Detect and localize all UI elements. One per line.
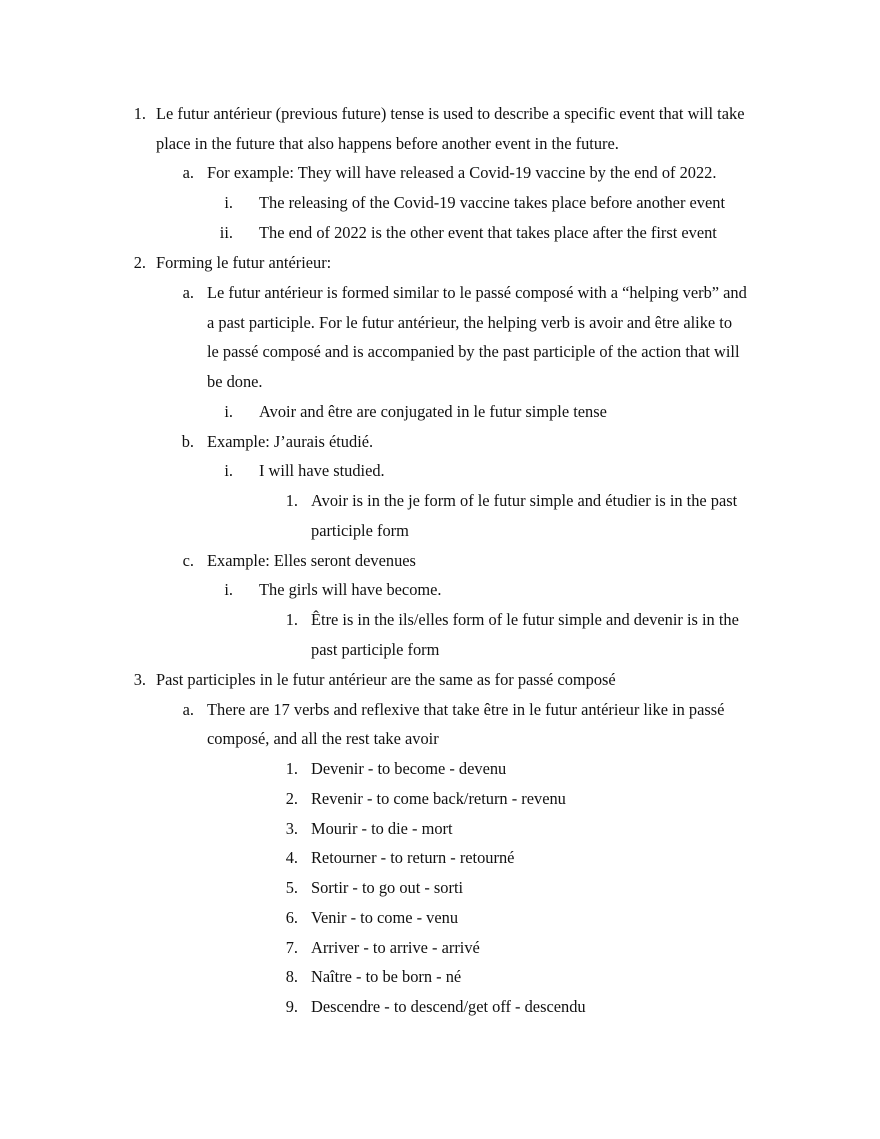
list-text: le passé composé and is accompanied by the past participle of the action that will <box>207 342 740 361</box>
list-text: Avoir and être are conjugated in le futur simple tense <box>259 402 607 421</box>
list-text: Descendre - to descend/get off - descendu <box>311 997 586 1016</box>
list-text: Revenir - to come back/return - revenu <box>311 789 566 808</box>
list-text: Naître - to be born - né <box>311 967 462 986</box>
list-text: Devenir - to become - devenu <box>311 759 507 778</box>
verb-list-item <box>0 933 880 963</box>
verb-list-item <box>0 754 880 784</box>
outline-item-2 <box>0 248 880 278</box>
list-text: Retourner - to return - retourné <box>311 848 515 867</box>
list-text: Forming le futur antérieur: <box>156 253 332 272</box>
list-text: Example: J’aurais étudié. <box>207 432 374 451</box>
list-marker: 9. <box>285 997 298 1016</box>
list-text: Sortir - to go out - sorti <box>311 878 464 897</box>
list-marker: i. <box>224 193 233 212</box>
list-text: Mourir - to die - mort <box>311 819 453 838</box>
list-text: a past participle. For le futur antérieur, the helping verb is avoir and être alike to <box>207 313 733 332</box>
verb-list-item <box>0 873 880 903</box>
list-text: Le futur antérieur (previous future) tense is used to describe a specific event that will take <box>156 104 745 123</box>
outline-item-2b <box>0 427 880 457</box>
list-marker: a. <box>182 283 194 302</box>
outline-item-2a <box>0 278 880 308</box>
outline-item-1a <box>0 158 880 188</box>
list-marker: i. <box>224 580 233 599</box>
list-text: Arriver - to arrive - arrivé <box>311 938 480 957</box>
outline-item-2b-i <box>0 456 880 486</box>
outline-item-2b-i-1 <box>0 486 880 516</box>
list-text: I will have studied. <box>259 461 385 480</box>
outline-item-2c-i-1 <box>0 605 880 635</box>
list-marker: a. <box>182 163 194 182</box>
outline-item-2a-continuation <box>0 337 880 367</box>
outline-item-2c <box>0 546 880 576</box>
outline-item-2a-continuation <box>0 367 880 397</box>
list-text: Past participles in le futur antérieur are the same as for passé composé <box>156 670 616 689</box>
list-text: be done. <box>207 372 263 391</box>
list-text: participle form <box>311 521 409 540</box>
list-text: Le futur antérieur is formed similar to le passé composé with a “helping verb” and <box>207 283 747 302</box>
list-marker: 1. <box>285 759 298 778</box>
list-marker: c. <box>182 551 194 570</box>
list-marker: a. <box>182 700 194 719</box>
outline-item-2b-i-1-continuation <box>0 516 880 546</box>
verb-list-item <box>0 962 880 992</box>
list-text: place in the future that also happens before another event in the future. <box>156 134 619 153</box>
list-marker: 2. <box>285 789 298 808</box>
list-text: past participle form <box>311 640 440 659</box>
outline-item-1-continuation <box>0 129 880 159</box>
list-marker: ii. <box>219 223 233 242</box>
outline-item-2c-i-1-continuation <box>0 635 880 665</box>
outline-item-1a-i <box>0 188 880 218</box>
list-text: Avoir is in the je form of le futur simple and étudier is in the past <box>311 491 738 510</box>
outline-item-1a-ii <box>0 218 880 248</box>
list-marker: b. <box>181 432 194 451</box>
verb-list-item <box>0 814 880 844</box>
list-marker: 5. <box>285 878 298 897</box>
list-marker: i. <box>224 402 233 421</box>
outline-item-1 <box>0 99 880 129</box>
outline-item-3a <box>0 695 880 725</box>
list-text: The end of 2022 is the other event that takes place after the first event <box>259 223 717 242</box>
outline-item-2c-i <box>0 575 880 605</box>
list-text: Example: Elles seront devenues <box>207 551 416 570</box>
verb-list-item <box>0 903 880 933</box>
outline-item-3a-continuation <box>0 724 880 754</box>
list-marker: 3. <box>285 819 298 838</box>
list-text: For example: They will have released a Covid-19 vaccine by the end of 2022. <box>207 163 717 182</box>
list-marker: 1. <box>285 610 298 629</box>
list-marker: 3. <box>133 670 146 689</box>
verb-list-item <box>0 784 880 814</box>
verb-list-item <box>0 992 880 1022</box>
outline-item-2a-continuation <box>0 308 880 338</box>
list-text: composé, and all the rest take avoir <box>207 729 439 748</box>
list-text: The girls will have become. <box>259 580 442 599</box>
outline-item-2a-i <box>0 397 880 427</box>
list-text: The releasing of the Covid-19 vaccine takes place before another event <box>259 193 726 212</box>
list-text: Être is in the ils/elles form of le futur simple and devenir is in the <box>311 610 739 629</box>
list-marker: 1. <box>133 104 146 123</box>
list-text: Venir - to come - venu <box>311 908 459 927</box>
verb-list-item <box>0 843 880 873</box>
list-text: There are 17 verbs and reflexive that take être in le futur antérieur like in passé <box>207 700 725 719</box>
list-marker: 1. <box>285 491 298 510</box>
outline-item-3 <box>0 665 880 695</box>
list-marker: 4. <box>285 848 298 867</box>
list-marker: 6. <box>285 908 298 927</box>
list-marker: i. <box>224 461 233 480</box>
list-marker: 7. <box>285 938 298 957</box>
list-marker: 2. <box>133 253 146 272</box>
list-marker: 8. <box>285 967 298 986</box>
